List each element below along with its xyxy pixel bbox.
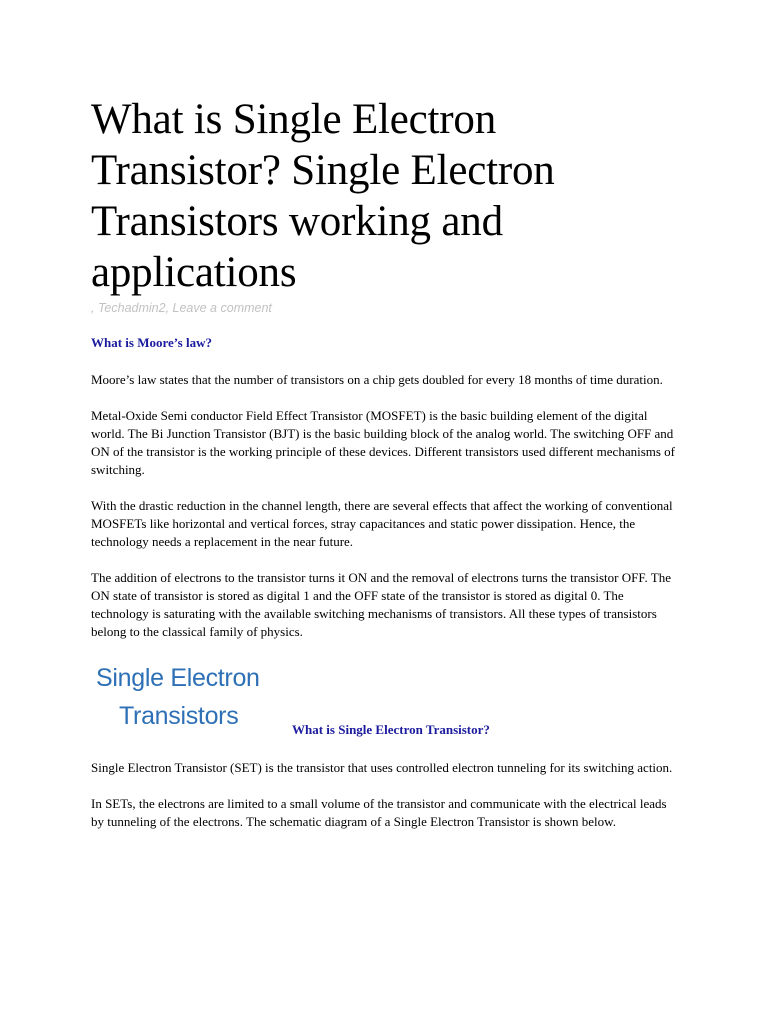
paragraph-set-definition: Single Electron Transistor (SET) is the transistor that uses controlled electron tunneling for its switching action. <box>91 760 673 775</box>
paragraph-channel-length: With the drastic reduction in the channel length, there are several effects that affect the working of conventional MOSFETs like horizontal and vertical forces, stray capacitances and static power dissipation. Hence, the technology needs a replacement in the near future. <box>91 498 673 549</box>
image-text-line1: Single Electron <box>96 664 260 692</box>
set-heading: What is Single Electron Transistor? <box>292 722 490 737</box>
single-electron-transistors-image <box>96 659 260 735</box>
paragraph-mosfet: Metal-Oxide Semi conductor Field Effect Transistor (MOSFET) is the basic building element of the digital world. The Bi Junction Transistor (BJT) is the basic building block of the analog world. The switching OFF and ON of the transistor is the working principle of these devices. Different transistors used different mechanisms of switching. <box>91 408 676 477</box>
paragraph-set-tunneling: In SETs, the electrons are limited to a small volume of the transistor and communicate with the electrical leads by tunneling of the electrons. The schematic diagram of a Single Electron Transistor is shown below. <box>91 796 667 829</box>
image-row <box>91 659 681 739</box>
article-meta: , Techadmin2, Leave a comment <box>91 301 272 315</box>
image-text-line2: Transistors <box>119 702 239 730</box>
paragraph-electrons-on-off: The addition of electrons to the transistor turns it ON and the removal of electrons turns the transistor OFF. The ON state of transistor is stored as digital 1 and the OFF state of the transistor is stored as digital 0. The technology is saturating with the available switching mechanisms of transistors. All these types of transistors belong to the classical family of physics. <box>91 570 671 639</box>
paragraph-moores-law: Moore’s law states that the number of transistors on a chip gets doubled for every 18 months of time duration. <box>91 372 663 387</box>
moores-law-heading: What is Moore’s law? <box>91 335 212 350</box>
article-title: What is Single Electron Transistor? Single Electron Transistors working and applications <box>91 96 555 296</box>
document-page <box>91 94 681 831</box>
